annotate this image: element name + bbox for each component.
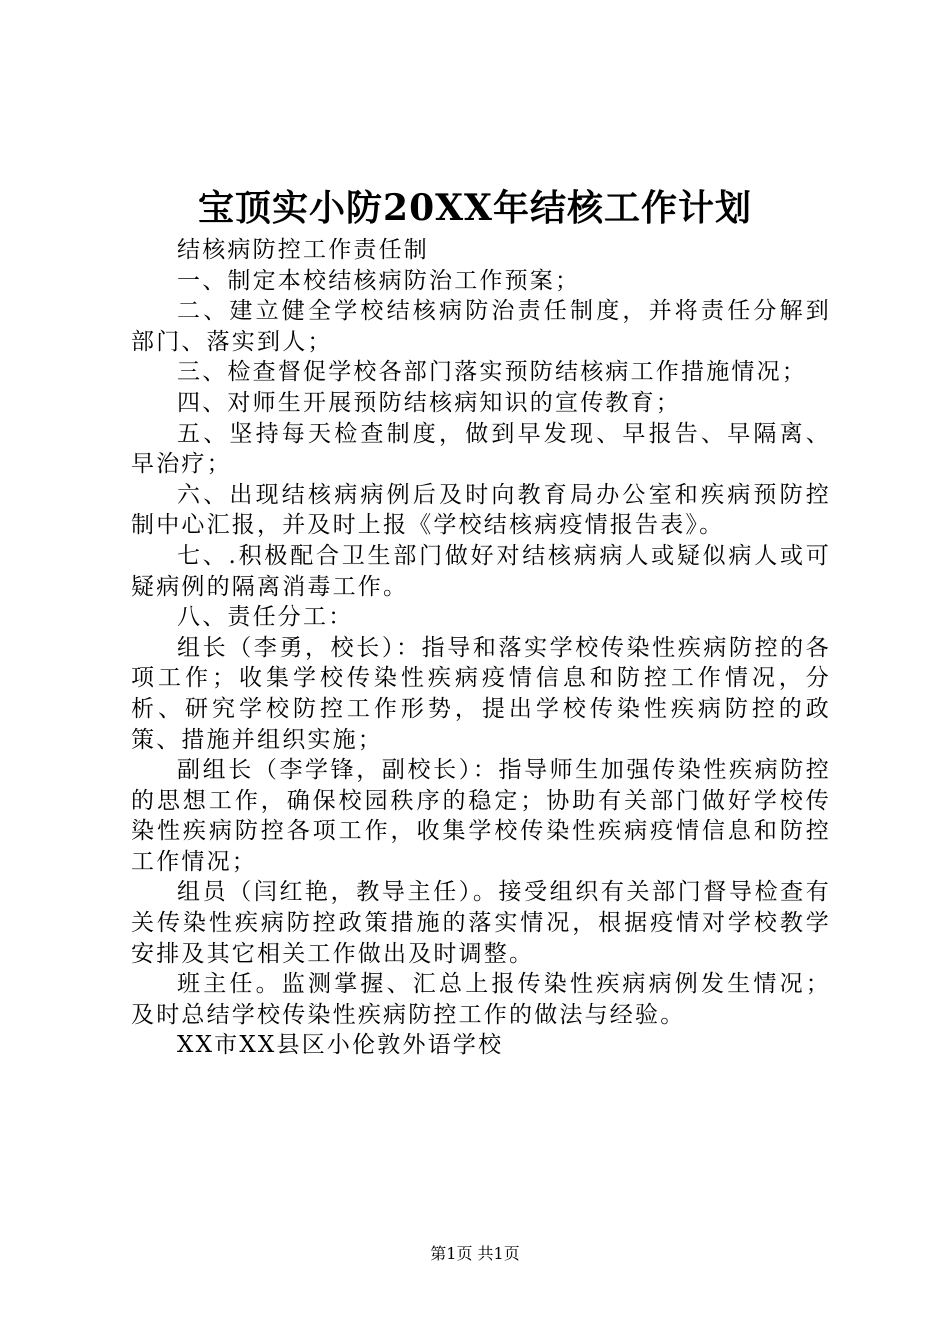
paragraph-item-6: 六、出现结核病病例后及时向教育局办公室和疾病预防控制中心汇报，并及时上报《学校结核病疫情报告表》。	[131, 481, 831, 539]
paragraph-item-3: 三、检查督促学校各部门落实预防结核病工作措施情况；	[177, 359, 807, 386]
paragraph-item-4: 四、对师生开展预防结核病知识的宣传教育；	[177, 389, 681, 416]
paragraph-heading-responsibility: 结核病防控工作责任制	[177, 237, 429, 263]
paragraph-school-signature: XX市XX县区小伦敦外语学校	[177, 1032, 504, 1059]
paragraph-class-teacher: 班主任。监测掌握、汇总上报传染性疾病病例发生情况；及时总结学校传染性疾病防控工作的做法与经验。	[131, 971, 831, 1028]
paragraph-item-2: 二、建立健全学校结核病防治责任制度，并将责任分解到部门、落实到人；	[131, 298, 831, 355]
document-title: 宝顶实小防20XX年结核工作计划	[198, 187, 752, 229]
paragraph-deputy-leader: 副组长（李学锋，副校长）：指导师生加强传染性疾病防控的思想工作，确保校园秩序的稳定；协助有关部门做好学校传染性疾病防控各项工作，收集学校传染性疾病疫情信息和防控工作情况；	[131, 757, 831, 875]
paragraph-item-5: 五、坚持每天检查制度，做到早发现、早报告、早隔离、早治疗；	[131, 420, 831, 478]
paragraph-item-8: 八、责任分工：	[177, 604, 354, 631]
paragraph-item-1: 一、制定本校结核病防治工作预案；	[177, 267, 581, 294]
page-number-footer: 第1页 共1页	[430, 1244, 520, 1263]
paragraph-team-member: 组员（闫红艳，教导主任）。接受组织有关部门督导检查有关传染性疾病防控政策措施的落实情况，根据疫情对学校教学安排及其它相关工作做出及时调整。	[131, 879, 831, 967]
paragraph-team-leader: 组长（李勇，校长）：指导和落实学校传染性疾病防控的各项工作；收集学校传染性疾病疫情信息和防控工作情况，分析、研究学校防控工作形势，提出学校传染性疾病防控的政策、措施并组织实施；	[131, 634, 831, 753]
paragraph-item-7: 七、.积极配合卫生部门做好对结核病病人或疑似病人或可疑病例的隔离消毒工作。	[131, 542, 831, 600]
document-body	[131, 235, 831, 1061]
